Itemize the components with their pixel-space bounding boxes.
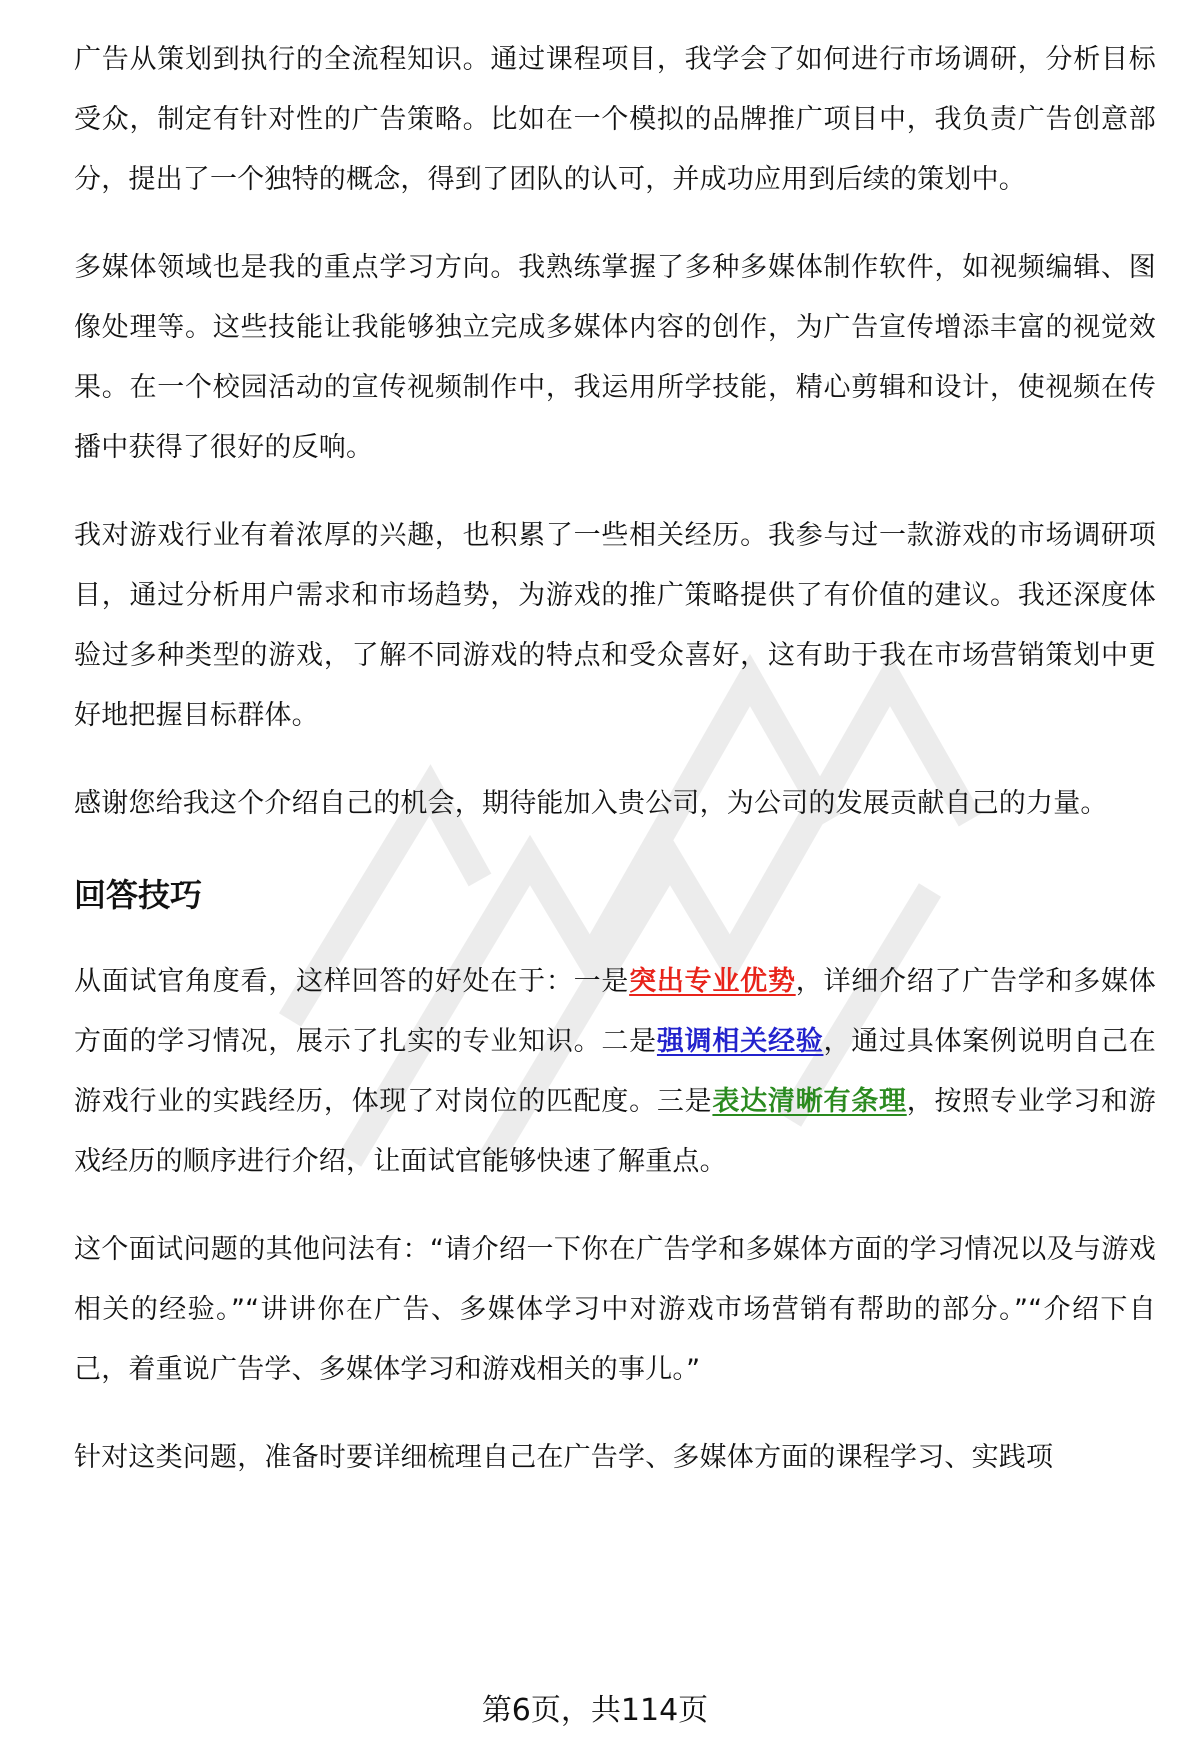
paragraph-closing-thanks: 感谢您给我这个介绍自己的机会，期待能加入贵公司，为公司的发展贡献自己的力量。 (74, 788, 1108, 819)
highlight-relevant-experience: 强调相关经验 (656, 1026, 824, 1057)
page-indicator: 第6页，共114页 (481, 1693, 709, 1728)
paragraph-game-experience: 我对游戏行业有着浓厚的兴趣，也积累了一些相关经历。我参与过一款游戏的市场调研项目，通过分析用户需求和市场趋势，为游戏的推广策略提供了有价值的建议。我还深度体验过多种类型的游戏，了解不同游戏的特点和受众喜好，这有助于我在市场营销策划中更好地把握目标群体。 (74, 520, 1156, 731)
paragraph-answer-tips (74, 952, 1156, 1192)
section-heading-answer-tips: 回答技巧 (74, 876, 203, 914)
paragraph-multimedia: 多媒体领域也是我的重点学习方向。我熟练掌握了多种多媒体制作软件，如视频编辑、图像处理等。这些技能让我能够独立完成多媒体内容的创作，为广告宣传增添丰富的视觉效果。在一个校园活动的宣传视频制作中，我运用所学技能，精心剪辑和设计，使视频在传播中获得了很好的反响。 (74, 252, 1156, 463)
document-page (74, 30, 1156, 1516)
paragraph-alternative-questions: 这个面试问题的其他问法有：“请介绍一下你在广告学和多媒体方面的学习情况以及与游戏相关的经验。”“讲讲你在广告、多媒体学习中对游戏市场营销有帮助的部分。”“介绍下自己，着重说广告学、多媒体学习和游戏相关的事儿。” (74, 1234, 1156, 1385)
highlight-clear-expression: 表达清晰有条理 (712, 1086, 907, 1117)
paragraph-ad-planning: 广告从策划到执行的全流程知识。通过课程项目，我学会了如何进行市场调研，分析目标受众，制定有针对性的广告策略。比如在一个模拟的品牌推广项目中，我负责广告创意部分，提出了一个独特的概念，得到了团队的认可，并成功应用到后续的策划中。 (74, 44, 1156, 195)
tips-text-part2: ，详细介绍了广告学和多媒体方面的学习情况，展示了扎实的专业知识。二是 (74, 966, 1156, 1057)
paragraph-preparation: 针对这类问题，准备时要详细梳理自己在广告学、多媒体方面的课程学习、实践项 (74, 1442, 1054, 1473)
highlight-professional-advantage: 突出专业优势 (629, 966, 796, 997)
tips-text-part3: ，通过具体案例说明自己在游戏行业的实践经历，体现了对岗位的匹配度。三是 (74, 1026, 1157, 1117)
tips-text-part4: ，按照专业学习和游戏经历的顺序进行介绍，让面试官能够快速了解重点。 (74, 1086, 1156, 1177)
tips-text-part1: 从面试官角度看，这样回答的好处在于：一是 (74, 966, 630, 997)
